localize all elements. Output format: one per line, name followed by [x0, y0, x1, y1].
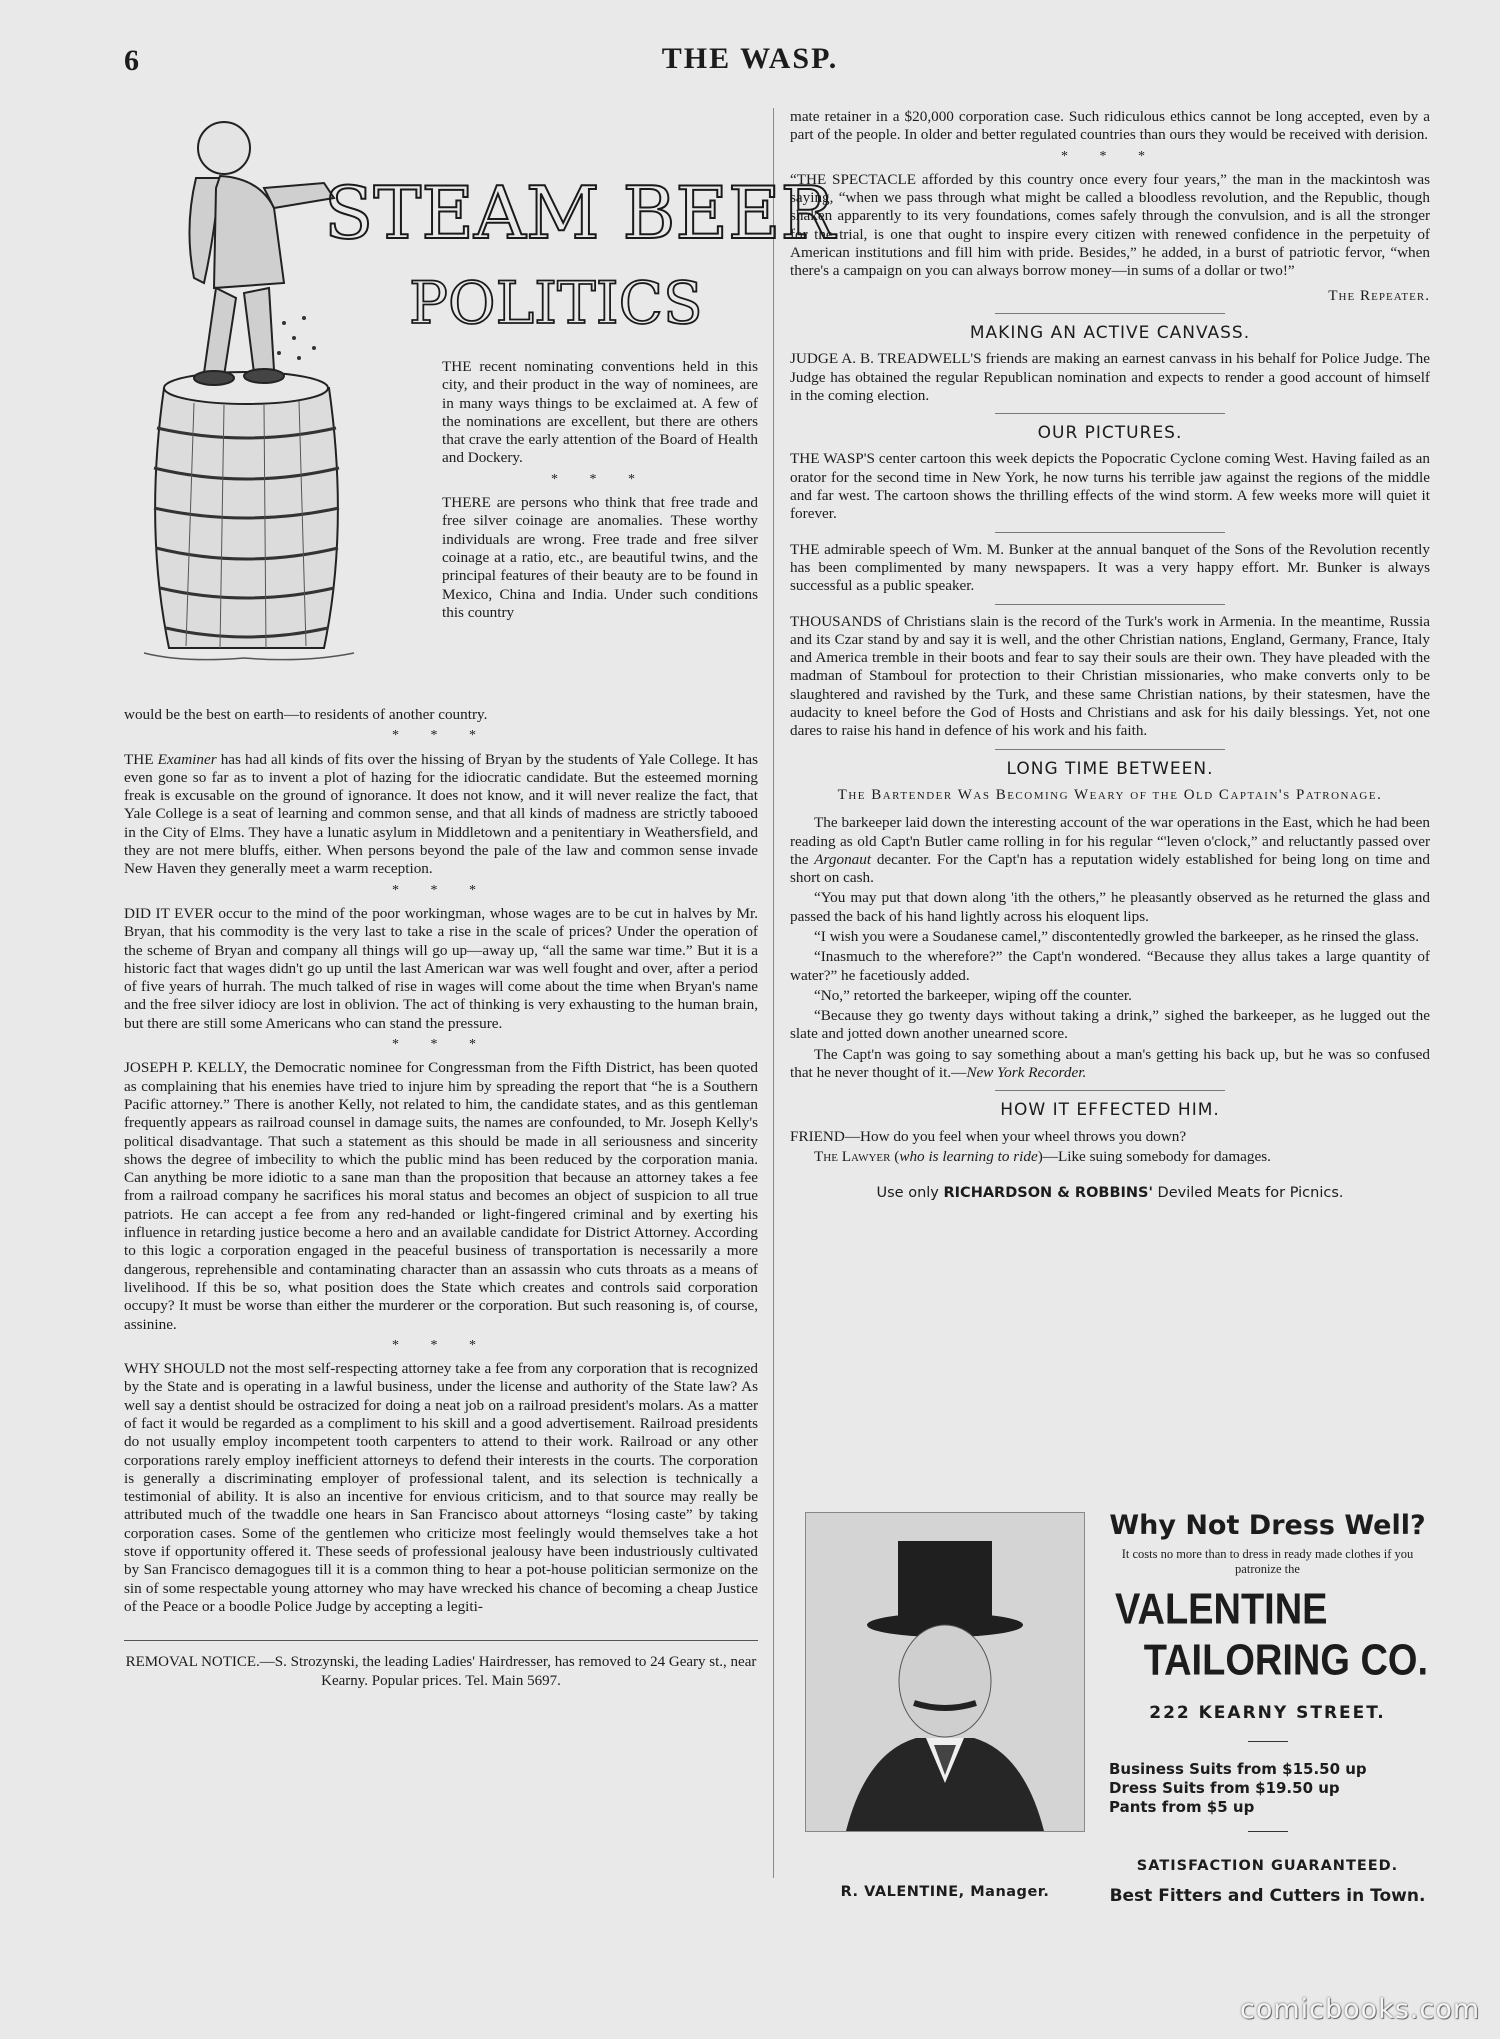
portrait-illustration [806, 1513, 1084, 1831]
ad-copy [1105, 1510, 1430, 1906]
section-stars: * * * [392, 728, 490, 744]
article-retainer-end: mate retainer in a $20,000 corporation case. Such ridiculous ethics cannot be long accepted, even by a part of the people. In older and better regulated countries than ours they would be received with derision. [790, 108, 1430, 144]
section-stars: * * * [1061, 148, 1159, 164]
section-rule [995, 413, 1225, 414]
section-stars: * * * [392, 882, 490, 898]
ad-company-name: VALENTINE [1115, 1585, 1328, 1635]
deviled-meats-ad: Use only RICHARDSON & ROBBINS' Deviled Meats for Picnics. [876, 1185, 1344, 1202]
article-barkeeper-5: “No,” retorted the barkeeper, wiping off the counter. [814, 986, 1132, 1004]
ad-title: Why Not Dress Well? [1109, 1510, 1426, 1541]
ad-prices [1105, 1760, 1430, 1817]
ad-rule [1248, 1741, 1288, 1742]
section-stars: * * * [551, 471, 649, 487]
article-barkeeper-3: “I wish you were a Soudanese camel,” discontentedly growled the barkeeper, as he rinsed the glass. [814, 927, 1419, 945]
ad-rule [1248, 1831, 1288, 1832]
section-rule [995, 604, 1225, 605]
article-attorney-fee: WHY SHOULD not the most self-respecting attorney take a fee from any corporation that is recognized by the State and is operating in a lawful business, under the license and authority of the State law? As well say a dentist should be ostracized for doing a neat job on a railroad president's molars. As a matter of fact it would be regarded as a compliment to his skill and a good advertisement. Railroad presidents do not usually employ incompetent tooth carpenters to attend to their work. Railroad or any other corporations rarely employ inefficient attorneys to defend their interests in the courts. The corporation is generally a discriminating employer of professional talent, and its selection is technically a testimonial of ability. It is also an incentive for envious criticism, and to that source may really be attributed much of the twaddle one hears in San Francisco about attorneys “losing caste” by taking corporation cases. Some of the gentlemen who criticize most feelingly would themselves take a hot stove if opportunity offered it. These seeds of professional jealousy have been industriously cultivated by San Francisco demagogues till it is a common thing to hear a pot-house politician sermonize on the sin of some respectable young attorney who may have wrecked his chance of becoming a cheap Justice of the Peace or a boodle Police Judge by accepting a legiti- [124, 1360, 758, 1615]
article-center-cartoon: THE WASP'S center cartoon this week depicts the Popocratic Cyclone coming West. Having failed as an orator for the second time in New York, he now turns his terrible jaw against the regions of the middle and far west. The cartoon shows the thrilling effects of the wind storm. A few weeks more will quiet it forever. [790, 450, 1430, 523]
section-stars: * * * [392, 1037, 490, 1053]
section-rule [995, 313, 1225, 314]
article-armenia: THOUSANDS of Christians slain is the record of the Turk's work in Armenia. In the meantime, Russia and its Czar stand by and say it is well, and the other Christian nations, England, Germany, France, Italy and America tremble in their boots and fear to say their souls are their own. They have pleaded with the madman of Stamboul for protection to their Christian missionaries, who make converts only to be slaughtered and ravished by the Turk, and these same Christian nations, by their statesmen, have the audacity to kneel before the God of Hosts and Christians and ask for his daily blessings. Yet, not one dares to raise his hand in defence of his work and his faith. [790, 612, 1430, 740]
heading-active-canvass: MAKING AN ACTIVE CANVASS. [969, 322, 1251, 343]
ad-subtitle: It costs no more than to dress in ready made clothes if you patronize the [1121, 1547, 1414, 1576]
steam-beer-illustration-block [124, 108, 835, 706]
article-free-trade: THERE are persons who think that free trade and free silver coinage are anomalies. These worthy individuals are wrong. Free trade and free silver coinage at a ratio, etc., are beautiful twins, and the principal features of their beauty are to be found in Mexico, China and India. Under such conditions this country [442, 494, 758, 621]
ad-guarantee: SATISFACTION GUARANTEED. [1136, 1858, 1399, 1874]
ad-address: 222 KEARNY STREET. [1149, 1703, 1386, 1723]
page-number: 6 [124, 44, 139, 77]
ad-manager-caption: R. VALENTINE, Manager. [840, 1884, 1050, 1900]
article-free-trade-end: would be the best on earth—to residents of another country. [124, 706, 488, 723]
right-column [790, 108, 1430, 1219]
watermark: comicbooks.com [1240, 1994, 1481, 2025]
article-kelly: JOSEPH P. KELLY, the Democratic nominee for Congressman from the Fifth District, has been quoted as complaining that his enemies have tried to injure him by spreading the report that “he is a Southern Pacific attorney.” There is another Kelly, not related to him, the candidate states, and as this gentleman frequently appears as railroad counsel in damage suits, the names are confounded, to Mr. Joseph Kelly's political disadvantage. That such a statement as this should be made in all seriousness and sincerity shows the degree of imbecility to which the public mind has been reduced by the corporation mania. Can anything be more idiotic to a sane man than the proposition that because an attorney takes a fee from a railroad company he sacrifices his moral status and becomes an object of suspicion to all true patriots. He can accept a fee from any red-handed or light-fingered criminal and by exerting his influence in retarding justice become a hero and an available candidate for District Attorney. According to this logic a corporation engaged in the peaceful business of transportation is necessarily a more dangerous, reprehensible and contaminating character than an assassin who cuts throats as a means of livelihood. If this be so, what position does the State which creates and controls said corporation occupy? It must be worse than either the murderer or the corporation. But such reasoning is, of course, assinine. [124, 1059, 758, 1333]
subheading-bartender: The Bartender Was Becoming Weary of the Old Captain's Patronage. [837, 786, 1383, 803]
section-stars: * * * [392, 1337, 490, 1353]
article-barkeeper-2: “You may put that down along 'ith the others,” he pleasantly observed as he returned the glass and passed the back of his hand lightly across his eloquent lips. [790, 889, 1430, 925]
ad-price-dress: Dress Suits from $19.50 up [1109, 1779, 1340, 1797]
heading-our-pictures: OUR PICTURES. [1037, 423, 1183, 444]
article-barkeeper-7: The Capt'n was going to say something about a man's getting his back up, but he was so confused that he never thought of it.—New York Recorder. [790, 1045, 1430, 1082]
article-lawyer: The Lawyer (who is learning to ride)—Like suing somebody for damages. [814, 1147, 1271, 1165]
article-barkeeper: The barkeeper laid down the interesting account of the war operations in the East, which he had been reading as old Capt'n Butler came rolling in for his regular “'leven o'clock,” and reluctantly passed over the Argonaut decanter. For the Capt'n has a reputation widely established for being long on time and short on cash. [790, 814, 1430, 887]
section-rule [995, 532, 1225, 533]
ad-price-pants: Pants from $5 up [1109, 1798, 1255, 1816]
section-rule [995, 1090, 1225, 1091]
column-divider [773, 108, 774, 1878]
signature-repeater: The Repeater. [1328, 286, 1430, 304]
ad-company-name-2: TAILORING CO. [1143, 1636, 1428, 1686]
masthead: THE WASP. [661, 42, 839, 75]
illustration-title-line2: POLITICS [409, 269, 703, 337]
ad-price-business: Business Suits from $15.50 up [1109, 1760, 1367, 1778]
article-barkeeper-4: “Inasmuch to the wherefore?” the Capt'n wondered. “Because they allus takes a large quantity of water?” he facetiously added. [790, 948, 1430, 984]
illus-side-text [442, 358, 758, 624]
section-rule [995, 749, 1225, 750]
article-treadwell: JUDGE A. B. TREADWELL'S friends are making an earnest canvass in his behalf for Police Judge. The Judge has obtained the regular Republican nomination and expects to render a good account of himself in the coming election. [790, 350, 1430, 404]
heading-how-it-effected: HOW IT EFFECTED HIM. [1000, 1100, 1220, 1121]
left-column [124, 108, 835, 1690]
removal-notice: REMOVAL NOTICE.—S. Strozynski, the leading Ladies' Hairdresser, has removed to 24 Geary st., near Kearny. Popular prices. Tel. Main 5697. [124, 1640, 758, 1690]
article-nominating-conventions: THE recent nominating conventions held in this city, and their product in the way of nominees, are in many ways things to be exclaimed at. A few of the nominations are excellent, but there are others that crave the early attention of the Board of Health and Dockery. [442, 358, 758, 467]
article-barkeeper-6: “Because they go twenty days without taking a drink,” sighed the barkeeper, as he lugged out the slate and jotted down another unearned score. [790, 1007, 1430, 1043]
article-friend: FRIEND—How do you feel when your wheel throws you down? [790, 1127, 1187, 1145]
article-examiner: THE Examiner has had all kinds of fits over the hissing of Bryan by the students of Yale College. It has even gone so far as to invent a plot of hazing for the idiocratic candidate. But the esteemed morning freak is excusable on the ground of ignorance. It does not know, and it will never realize the fact, that Yale College is a seat of learning and common sense, and that all kinds of madness are strictly tabooed in the City of Elms. They have a lunatic asylum in Middletown and a penitentiary in Weathersfield, and they are not mere bluffs, either. When persons beyond the pale of the law and common sense invade New Haven they generally meet a warm reception. [124, 750, 758, 878]
article-spectacle: “THE SPECTACLE afforded by this country once every four years,” the man in the mackintosh was saying, “when we pass through what might be called a bloodless revolution, and the Republic, though shaken apparently to its very foundations, comes safely through the convulsion, and is all the stronger for the trial, is one that ought to inspire every citizen with renewed confidence in the perpetuity of American institutions and fill him with pride. Besides,” he added, in a burst of patriotic fervor, “when there's a campaign on you can always borrow money—in sums of a dollar or two!” [790, 170, 1430, 280]
illustration-title-line1: STEAM BEER [324, 171, 835, 255]
heading-long-time-between: LONG TIME BETWEEN. [1006, 758, 1214, 779]
article-workingman: DID IT EVER occur to the mind of the poor workingman, whose wages are to be cut in halves by Mr. Bryan, that his commodity is the very last to take a rise in the scale of prices? Under the operation of the scheme of Bryan and company all things will go up—away up, “all the same war time.” But it is a historic fact that wages didn't go up until the last American war was well fought and over, after a period of five years of hurrah. The much talked of rise in wages will come about the time when Bryan's name and the free silver idiocy are lost in oblivion. The act of thinking is very exhausting to the human brain, but there are still some Americans who can stand the pressure. [124, 904, 758, 1032]
article-bunker: THE admirable speech of Wm. M. Bunker at the annual banquet of the Sons of the Revolution recently has been complimented by many newspapers. It was a very happy effort. Mr. Bunker is always successful as a public speaker. [790, 540, 1430, 595]
manager-portrait [805, 1512, 1085, 1832]
ad-best-fitters: Best Fitters and Cutters in Town. [1109, 1886, 1426, 1906]
